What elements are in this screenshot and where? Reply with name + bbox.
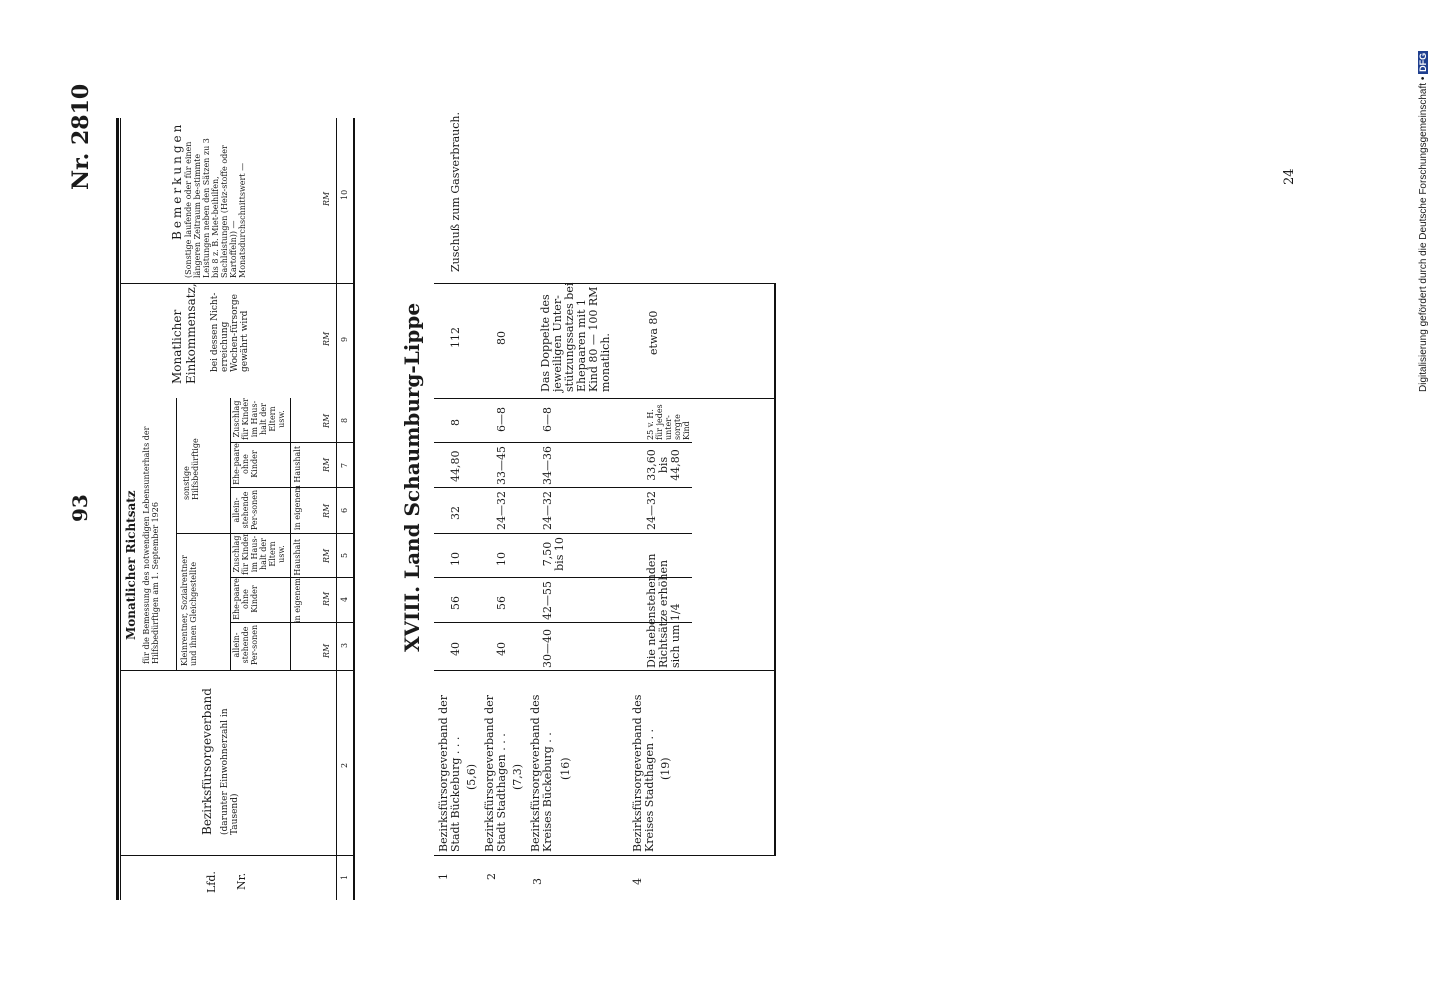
- row-population: (7,3): [511, 763, 524, 790]
- digitization-notice: [1418, 51, 1429, 392]
- table-rule: [120, 118, 121, 900]
- cell-c7: 33—45: [495, 446, 508, 485]
- cell-c6: 24—32: [645, 491, 658, 530]
- col1-header: Lfd.: [205, 871, 218, 893]
- cell-c6: 32: [449, 506, 462, 520]
- subgroup-b-header: sonstige Hilfsbedürftige: [182, 438, 200, 500]
- dfg-logo: DFG: [1418, 52, 1428, 72]
- group-header: Monatlicher Richtsatz: [124, 490, 138, 640]
- cell-c6: 24—32: [495, 491, 508, 530]
- cell-sep: [230, 622, 354, 623]
- header-zuschlag-a: Zuschlag für Kinder im Haus-halt der Eltern usw.: [232, 533, 286, 575]
- col9-subheader: bei dessen Nicht-erreichung Wochen-fürsorge gewährt wird: [210, 292, 250, 372]
- col-sep: [120, 670, 354, 671]
- cell-c9: 80: [495, 331, 508, 345]
- unit-label: RM: [322, 503, 331, 518]
- cell-c5: 10: [495, 552, 508, 566]
- cell-c8: 6—8: [541, 407, 554, 432]
- col9-header: Monatlicher Einkommensatz,: [170, 283, 198, 384]
- page-number: 93: [68, 494, 92, 522]
- column-number-rule: [336, 118, 337, 900]
- subgroup-a-header: Kleinrentner, Sozialrentner und ihnen Gleichgestellte: [180, 555, 198, 666]
- cell-c4: 56: [449, 596, 462, 610]
- cell-c4: 56: [495, 596, 508, 610]
- cell-c7: 34—36: [541, 446, 554, 485]
- body-rule: [434, 398, 776, 399]
- cell-c6: 24—32: [541, 491, 554, 530]
- cell-c8: 25 v. H. für jedes unter-sorgte Kind: [646, 404, 691, 440]
- group-rule: [176, 398, 177, 670]
- header-alleinstehende-b: allein-stehende Per-sonen: [232, 489, 259, 531]
- col-number: 2: [340, 762, 349, 768]
- group-rule: [230, 398, 231, 670]
- table-top-rule: [116, 118, 119, 900]
- unit-label: RM: [322, 643, 331, 658]
- header-bottom-rule: [353, 118, 355, 900]
- cell-c8: 8: [449, 419, 462, 426]
- header-alleinstehende-a: allein-stehende Per-sonen: [232, 624, 259, 666]
- header-ehepaare-b: Ehe-paare ohne Kinder: [232, 443, 259, 485]
- row-number: 2: [485, 873, 498, 880]
- header-ehepaare-a: Ehe-paare ohne Kinder: [232, 578, 259, 620]
- col2-subheader: (darunter Einwohnerzahl in Tausend): [220, 708, 240, 835]
- cell-c9: Das Doppelte des jeweiligen Unter-stützungssatzes bei Ehepaaren mit 1 Kind 80 — 100 RM monatlich.: [539, 282, 612, 392]
- body-bottom-rule: [774, 283, 776, 856]
- row-number: 4: [631, 878, 644, 885]
- cell-sep: [230, 487, 354, 488]
- col10-header: Bemerkungen: [170, 121, 184, 240]
- cell-sep: [434, 487, 692, 488]
- row-name: Bezirksfürsorgeverband des Kreises Stadthagen . .: [631, 694, 656, 852]
- row-name: Bezirksfürsorgeverband der Stadt Bückeburg . . .: [437, 695, 462, 852]
- group-rule: [290, 398, 291, 670]
- col-number: 6: [340, 507, 349, 513]
- unit-label: RM: [322, 331, 331, 346]
- row-name: Bezirksfürsorgeverband des Kreises Bückeburg . .: [529, 694, 554, 852]
- row-number: 3: [531, 878, 544, 885]
- cell-c7: 44,80: [449, 450, 462, 482]
- document-number: Nr. 2810: [68, 83, 94, 190]
- col-number: 10: [340, 189, 349, 200]
- row-population: (5,6): [465, 763, 478, 790]
- body-rule: [434, 670, 776, 671]
- cell-c5: 7,50 bis 10: [541, 537, 566, 571]
- unit-label: RM: [322, 591, 331, 606]
- section-title: XVIII. Land Schaumburg-Lippe: [400, 302, 424, 652]
- col-sep: [120, 855, 354, 856]
- cell-c9: etwa 80: [647, 310, 660, 355]
- row-population: (16): [559, 757, 572, 780]
- col-sep: [120, 283, 354, 284]
- cell-c10: Zuschuß zum Gasverbrauch.: [449, 111, 462, 272]
- row-population: (19): [659, 757, 672, 780]
- col-number: 7: [340, 462, 349, 468]
- unit-label: RM: [322, 457, 331, 472]
- cell-c3: 30—40: [541, 629, 554, 668]
- digitization-text: Digitalisierung gefördert durch die Deutsche Forschungsgemeinschaft •: [1418, 76, 1429, 392]
- header-haushalt-a: in eigenem Haushalt: [293, 538, 302, 624]
- col-number: 8: [340, 417, 349, 423]
- unit-label: RM: [322, 191, 331, 206]
- col10-subheader: (Sonstige laufende oder für einen längeren Zeitraum be-stimmte Leistungen neben den Sätzen zu 3 bis 8 z. B. Miet-beihilfen, Sachleistungen (Heiz-stoffe oder Kartoffeln)) — Monatsdurchschnittswert —: [184, 138, 247, 278]
- header-haushalt-b: in eigenem Haushalt: [293, 445, 302, 531]
- col-number: 3: [340, 642, 349, 648]
- col-number: 9: [340, 336, 349, 342]
- cell-c7: 33,60 bis 44,80: [645, 449, 682, 481]
- cell-c5: 10: [449, 552, 462, 566]
- row-number: 1: [437, 873, 450, 880]
- cell-c3: 40: [449, 642, 462, 656]
- col2-header: Bezirksfürsorgeverband: [200, 688, 214, 835]
- cell-c3: 40: [495, 642, 508, 656]
- col1-subheader: Nr.: [235, 872, 248, 890]
- header-zuschlag-b: Zuschlag für Kinder im Haus-halt der Eltern usw.: [232, 398, 286, 440]
- col-number: 1: [340, 874, 349, 880]
- col-number: 4: [340, 596, 349, 602]
- unit-label: RM: [322, 413, 331, 428]
- cell-c9: 112: [449, 327, 462, 348]
- cell-c4: 42—55: [541, 581, 554, 620]
- cell-c8: 6—8: [495, 407, 508, 432]
- group-subheader: für die Bemessung des notwendigen Lebensunterhalts der Hilfsbedürftigen am 1. September 1926: [142, 426, 160, 664]
- footer-page-number: 24: [1282, 168, 1297, 185]
- col-number: 5: [340, 552, 349, 558]
- cell-c3: Die nebenstehenden Richtsätze erhöhen sich um 1/4: [645, 553, 682, 668]
- body-rule: [434, 855, 776, 856]
- row-name: Bezirksfürsorgeverband der Stadt Stadthagen . . .: [483, 695, 508, 852]
- unit-label: RM: [322, 548, 331, 563]
